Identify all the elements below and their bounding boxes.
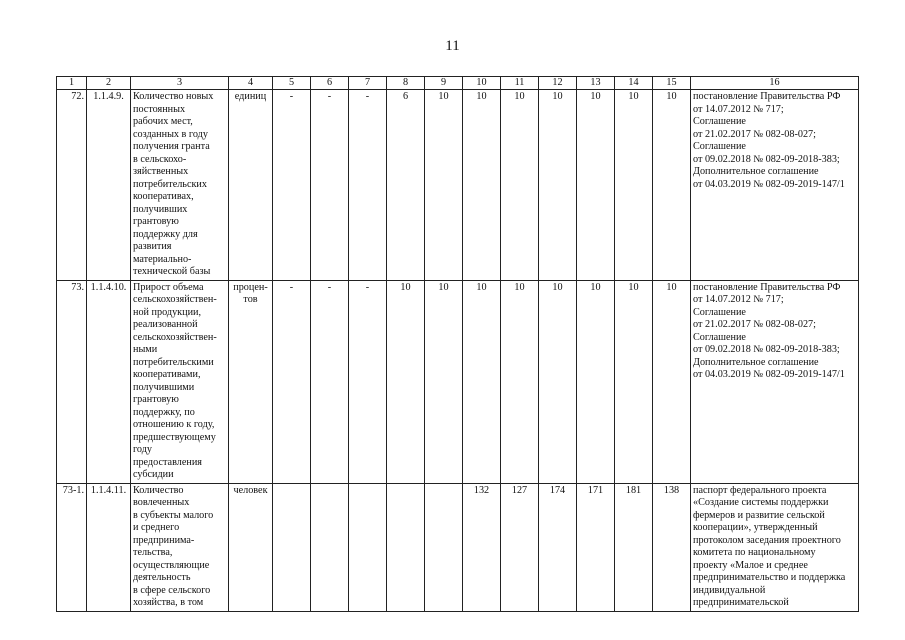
value-cell: 10 [387, 280, 425, 483]
column-number: 6 [311, 77, 349, 90]
row-code: 1.1.4.11. [87, 483, 131, 611]
value-cell: - [349, 280, 387, 483]
value-cell: 10 [653, 280, 691, 483]
indicator-name: Прирост объема сельскохозяйствен- ной продукции, реализованной сельскохозяйствен- ными потребительскими кооперативами, получившими грантовую поддержку, по отношению к году, предшествующему году предоставления субсидии [131, 280, 229, 483]
value-cell: 10 [425, 280, 463, 483]
row-number: 72. [57, 90, 87, 281]
column-number: 9 [425, 77, 463, 90]
column-number: 15 [653, 77, 691, 90]
value-cell: 138 [653, 483, 691, 611]
source-document: паспорт федерального проекта «Создание системы поддержки фермеров и развитие сельской кооперации», утвержденный протоколом заседания проектного комитета по национальному проекту «Малое и среднее предпринимательство и поддержка индивидуальной предпринимательской [691, 483, 859, 611]
source-document: постановление Правительства РФ от 14.07.2012 № 717; Соглашение от 21.02.2017 № 082-08-027; Соглашение от 09.02.2018 № 082-09-2018-383; Дополнительное соглашение от 04.03.2019 № 082-09-2019-147/1 [691, 280, 859, 483]
value-cell: 127 [501, 483, 539, 611]
unit: человек [229, 483, 273, 611]
value-cell: 10 [539, 90, 577, 281]
page-number: 11 [445, 38, 460, 54]
column-number-row [57, 77, 859, 90]
value-cell: 171 [577, 483, 615, 611]
indicator-name: Количество вовлеченных в субъекты малого и среднего предпринима- тельства, осуществляющие деятельность в сфере сельского хозяйства, в том [131, 483, 229, 611]
row-number: 73. [57, 280, 87, 483]
value-cell: 10 [501, 280, 539, 483]
document-table-area [56, 76, 858, 608]
column-number: 8 [387, 77, 425, 90]
value-cell: 10 [463, 280, 501, 483]
value-cell: 181 [615, 483, 653, 611]
value-cell: 132 [463, 483, 501, 611]
column-number: 12 [539, 77, 577, 90]
source-document: постановление Правительства РФ от 14.07.2012 № 717; Соглашение от 21.02.2017 № 082-08-027; Соглашение от 09.02.2018 № 082-09-2018-383; Дополнительное соглашение от 04.03.2019 № 082-09-2019-147/1 [691, 90, 859, 281]
value-cell: 10 [463, 90, 501, 281]
row-code: 1.1.4.9. [87, 90, 131, 281]
value-cell: 6 [387, 90, 425, 281]
column-number: 1 [57, 77, 87, 90]
value-cell [349, 483, 387, 611]
unit: единиц [229, 90, 273, 281]
column-number: 7 [349, 77, 387, 90]
indicators-table [56, 76, 859, 612]
column-number: 3 [131, 77, 229, 90]
value-cell: 10 [425, 90, 463, 281]
value-cell [425, 483, 463, 611]
unit: процен- тов [229, 280, 273, 483]
value-cell: 174 [539, 483, 577, 611]
value-cell: 10 [577, 280, 615, 483]
table-row [57, 280, 859, 483]
value-cell: 10 [539, 280, 577, 483]
value-cell [387, 483, 425, 611]
column-number: 16 [691, 77, 859, 90]
value-cell: - [349, 90, 387, 281]
column-number: 2 [87, 77, 131, 90]
value-cell: - [311, 280, 349, 483]
table-row [57, 90, 859, 281]
column-number: 13 [577, 77, 615, 90]
table-row [57, 483, 859, 611]
value-cell: 10 [615, 280, 653, 483]
indicator-name: Количество новых постоянных рабочих мест, созданных в году получения гранта в сельскохо- зяйственных потребительских кооперативах, получивших грантовую поддержку для развития материально- технической базы [131, 90, 229, 281]
value-cell [273, 483, 311, 611]
value-cell: 10 [653, 90, 691, 281]
column-number: 10 [463, 77, 501, 90]
value-cell: - [273, 90, 311, 281]
value-cell: - [273, 280, 311, 483]
value-cell: 10 [577, 90, 615, 281]
row-number: 73-1. [57, 483, 87, 611]
value-cell [311, 483, 349, 611]
column-number: 11 [501, 77, 539, 90]
row-code: 1.1.4.10. [87, 280, 131, 483]
column-number: 14 [615, 77, 653, 90]
value-cell: 10 [501, 90, 539, 281]
value-cell: 10 [615, 90, 653, 281]
column-number: 4 [229, 77, 273, 90]
column-number: 5 [273, 77, 311, 90]
value-cell: - [311, 90, 349, 281]
